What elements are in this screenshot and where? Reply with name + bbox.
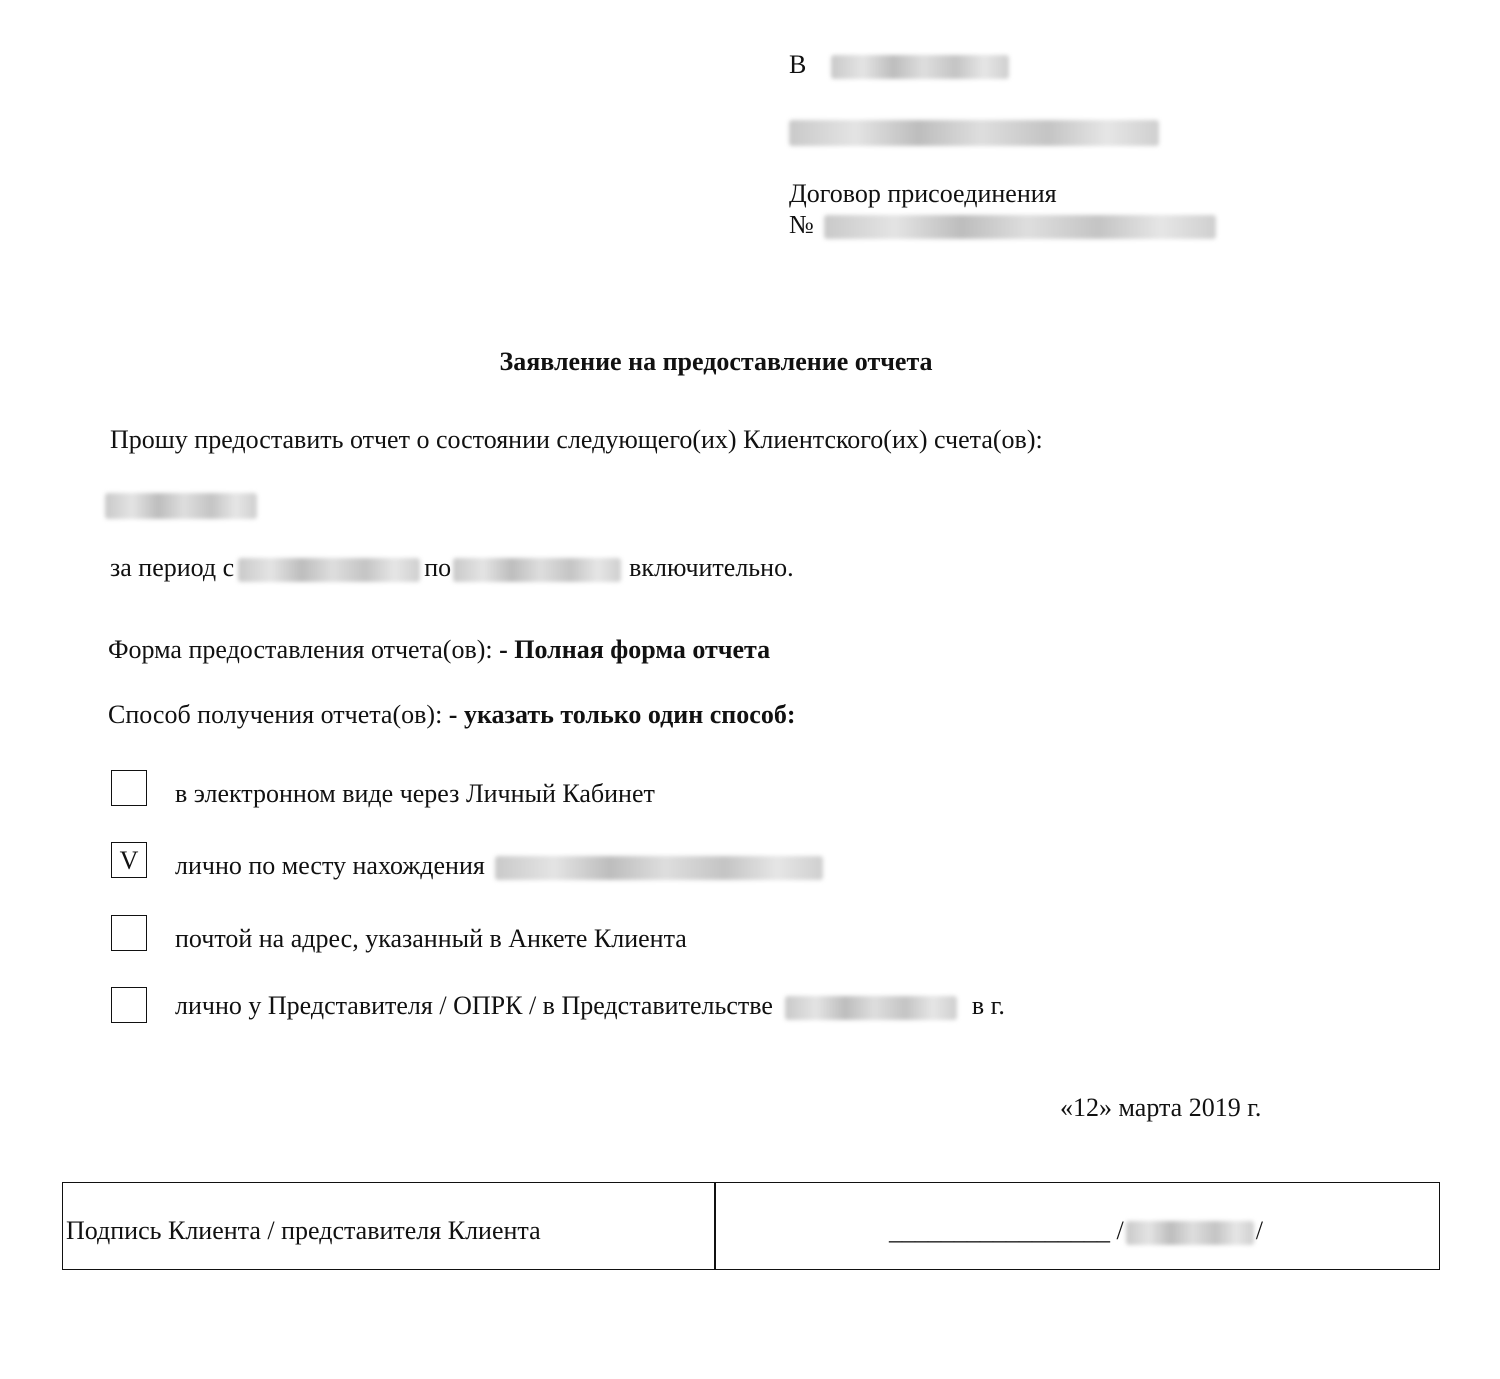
redacted-account-number <box>105 493 257 519</box>
redacted-office-location <box>495 856 823 880</box>
signature-line: _________________ <box>889 1216 1110 1245</box>
checkbox-electronic[interactable] <box>111 770 147 806</box>
redacted-period-start <box>238 558 420 582</box>
signature-table-divider <box>714 1183 716 1269</box>
option-in-person-office-label: лично по месту нахождения <box>175 851 485 880</box>
contract-label: Договор присоединения <box>789 179 1057 208</box>
checkbox-representative[interactable] <box>111 987 147 1023</box>
redacted-recipient-org <box>831 55 1009 79</box>
receipt-method-label: Способ получения отчета(ов): <box>108 700 443 729</box>
signature-field[interactable] <box>889 1214 1263 1248</box>
redacted-person-name <box>789 120 1159 146</box>
option-representative-suffix: в г. <box>971 991 1005 1020</box>
period-line <box>110 551 794 585</box>
option-in-person-office <box>175 849 823 883</box>
number-sign: № <box>789 210 814 239</box>
report-form-line <box>108 633 770 667</box>
contract-number-line <box>789 208 1216 242</box>
recipient-prefix: В <box>789 50 807 79</box>
redacted-period-end <box>453 558 621 582</box>
report-form-label: Форма предоставления отчета(ов): <box>108 635 493 664</box>
redacted-account <box>105 489 257 519</box>
checkbox-by-mail[interactable] <box>111 915 147 951</box>
signature-label: Подпись Клиента / представителя Клиента <box>66 1216 541 1245</box>
report-form-value: - Полная форма отчета <box>499 635 771 664</box>
option-by-mail-label: почтой на адрес, указанный в Анкете Клиента <box>175 924 687 953</box>
period-suffix: включительно. <box>629 553 794 582</box>
option-representative-label: лично у Представителя / ОПРК / в Представительстве <box>175 991 773 1020</box>
period-middle: по <box>424 553 452 582</box>
document-date: «12» марта 2019 г. <box>1060 1093 1262 1122</box>
checkbox-in-person-office[interactable]: V <box>111 842 147 878</box>
period-prefix: за период с <box>110 553 235 582</box>
redacted-representative-org <box>785 996 957 1020</box>
option-electronic-label: в электронном виде через Личный Кабинет <box>175 779 655 808</box>
signature-slash-open: / <box>1116 1216 1124 1245</box>
redacted-recipient-person <box>789 116 1159 146</box>
request-text: Прошу предоставить отчет о состоянии следующего(их) Клиентского(их) счета(ов): <box>110 425 1043 454</box>
redacted-signer-name <box>1126 1221 1254 1245</box>
option-representative <box>175 989 1005 1023</box>
receipt-method-line <box>108 698 795 732</box>
document-title: Заявление на предоставление отчета <box>499 347 933 376</box>
redacted-contract-number <box>824 215 1216 239</box>
recipient-line <box>789 48 1009 82</box>
signature-table <box>62 1182 1440 1270</box>
receipt-method-note: - указать только один способ: <box>448 700 796 729</box>
signature-slash-close: / <box>1255 1216 1263 1245</box>
